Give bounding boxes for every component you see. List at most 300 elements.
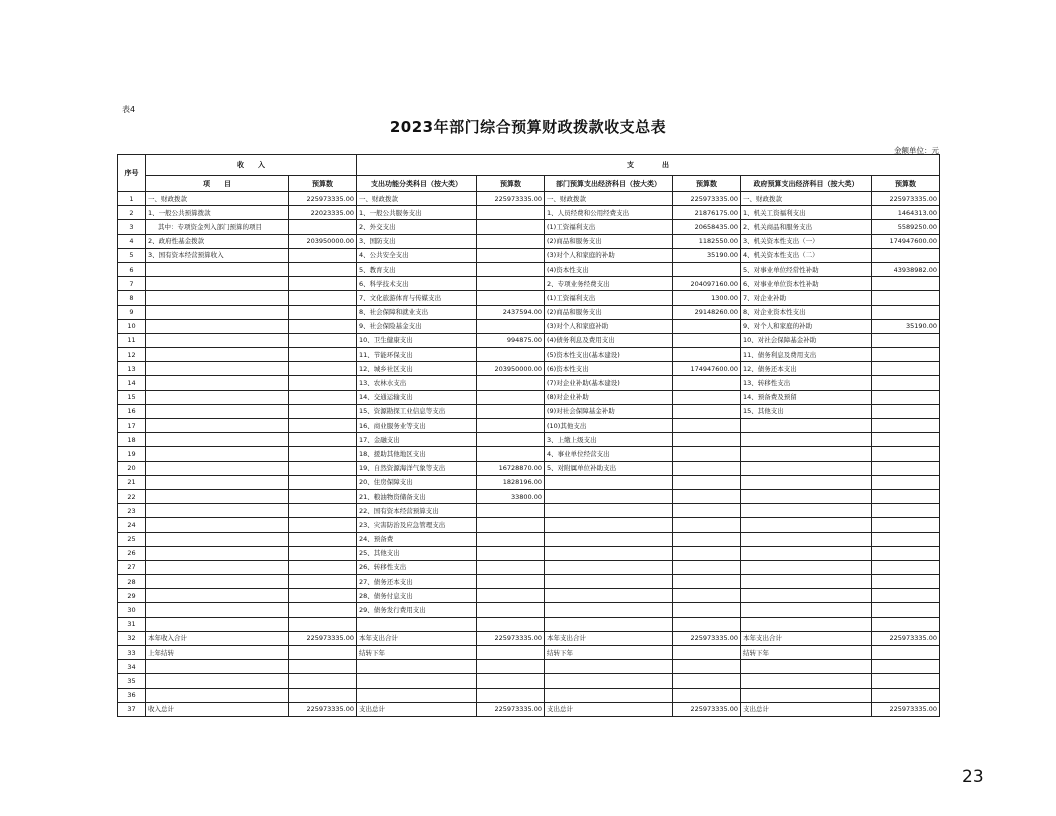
cell-income-amount: [289, 617, 357, 631]
cell-gov-econ-amount: [872, 589, 940, 603]
cell-gov-econ-amount: [872, 305, 940, 319]
table-row: [118, 660, 940, 674]
cell-gov-econ-item: [741, 617, 872, 631]
cell-functional-amount: [477, 617, 545, 631]
cell-dept-econ-item: [545, 575, 673, 589]
cell-gov-econ-item: 3、机关资本性支出（一）: [741, 234, 872, 248]
cell-income-item: [146, 532, 289, 546]
cell-gov-econ-amount: 5589250.00: [872, 220, 940, 234]
cell-income-item: [146, 560, 289, 574]
cell-functional-amount: [477, 419, 545, 433]
table-row: [118, 688, 940, 702]
cell-dept-econ-amount: [673, 348, 741, 362]
cell-functional-item: [357, 660, 477, 674]
cell-gov-econ-item: 5、对事业单位经常性补助: [741, 262, 872, 276]
cell-functional-item: 18、援助其他地区支出: [357, 447, 477, 461]
cell-dept-econ-amount: 225973335.00: [673, 702, 741, 716]
cell-functional-item: 7、文化旅游体育与传媒支出: [357, 291, 477, 305]
cell-functional-item: 29、债务发行费用支出: [357, 603, 477, 617]
cell-functional-item: 10、卫生健康支出: [357, 333, 477, 347]
cell-gov-econ-amount: [872, 461, 940, 475]
cell-seq: 4: [118, 234, 146, 248]
cell-income-amount: [289, 248, 357, 262]
budget-table: [117, 154, 940, 717]
table-row: [118, 518, 940, 532]
cell-seq: 16: [118, 404, 146, 418]
cell-seq: 28: [118, 575, 146, 589]
cell-income-item: [146, 362, 289, 376]
cell-functional-amount: [477, 660, 545, 674]
cell-dept-econ-amount: [673, 674, 741, 688]
cell-gov-econ-item: [741, 603, 872, 617]
cell-gov-econ-amount: [872, 376, 940, 390]
cell-functional-item: 21、粮油物资储备支出: [357, 489, 477, 503]
cell-seq: 14: [118, 376, 146, 390]
cell-income-amount: [289, 504, 357, 518]
cell-functional-item: 13、农林水支出: [357, 376, 477, 390]
table-row: [118, 220, 940, 234]
col-gov-econ-header: 政府预算支出经济科目（按大类）: [741, 176, 872, 192]
cell-functional-item: [357, 688, 477, 702]
cell-functional-amount: [477, 291, 545, 305]
cell-income-amount: [289, 518, 357, 532]
cell-gov-econ-amount: [872, 532, 940, 546]
cell-income-amount: [289, 475, 357, 489]
cell-gov-econ-item: [741, 475, 872, 489]
cell-income-item: [146, 333, 289, 347]
cell-seq: 11: [118, 333, 146, 347]
cell-functional-amount: [477, 376, 545, 390]
table-row: [118, 277, 940, 291]
table-row: [118, 504, 940, 518]
cell-gov-econ-item: [741, 575, 872, 589]
cell-dept-econ-item: [545, 589, 673, 603]
cell-gov-econ-amount: 43938982.00: [872, 262, 940, 276]
cell-seq: 18: [118, 433, 146, 447]
cell-gov-econ-amount: 35190.00: [872, 319, 940, 333]
cell-dept-econ-amount: [673, 660, 741, 674]
cell-income-item: 1、一般公共预算拨款: [146, 206, 289, 220]
cell-dept-econ-item: (6)资本性支出: [545, 362, 673, 376]
cell-seq: 21: [118, 475, 146, 489]
cell-seq: 5: [118, 248, 146, 262]
cell-seq: 8: [118, 291, 146, 305]
cell-functional-item: 24、预备费: [357, 532, 477, 546]
cell-dept-econ-item: [545, 475, 673, 489]
cell-gov-econ-amount: [872, 475, 940, 489]
cell-functional-item: 17、金融支出: [357, 433, 477, 447]
cell-income-amount: [289, 348, 357, 362]
cell-dept-econ-item: (2)商品和服务支出: [545, 234, 673, 248]
cell-functional-amount: 225973335.00: [477, 631, 545, 645]
cell-income-item: [146, 433, 289, 447]
cell-gov-econ-item: 支出总计: [741, 702, 872, 716]
cell-gov-econ-amount: [872, 518, 940, 532]
cell-income-amount: [289, 560, 357, 574]
cell-seq: 3: [118, 220, 146, 234]
cell-dept-econ-item: 本年支出合计: [545, 631, 673, 645]
cell-functional-item: 8、社会保障和就业支出: [357, 305, 477, 319]
cell-income-amount: [289, 305, 357, 319]
cell-dept-econ-item: (3)对个人和家庭补助: [545, 319, 673, 333]
cell-dept-econ-amount: 21876175.00: [673, 206, 741, 220]
cell-income-item: [146, 348, 289, 362]
cell-dept-econ-item: [545, 674, 673, 688]
cell-income-item: 一、财政拨款: [146, 192, 289, 206]
cell-income-item: [146, 617, 289, 631]
table-row: [118, 262, 940, 276]
cell-income-item: [146, 660, 289, 674]
cell-gov-econ-amount: [872, 362, 940, 376]
cell-income-item: 其中：专项资金列入部门预算的项目: [146, 220, 289, 234]
expense-group-header: 支 出: [357, 155, 940, 176]
cell-income-amount: [289, 546, 357, 560]
col-budget-header: 预算数: [289, 176, 357, 192]
table-row: [118, 390, 940, 404]
cell-income-item: [146, 674, 289, 688]
cell-functional-item: 20、住房保障支出: [357, 475, 477, 489]
table-row: [118, 206, 940, 220]
cell-income-amount: 225973335.00: [289, 631, 357, 645]
cell-dept-econ-item: 支出总计: [545, 702, 673, 716]
cell-income-amount: [289, 376, 357, 390]
table-row: [118, 333, 940, 347]
cell-income-amount: [289, 688, 357, 702]
cell-dept-econ-item: [545, 688, 673, 702]
table-row: [118, 575, 940, 589]
cell-gov-econ-item: [741, 518, 872, 532]
cell-gov-econ-amount: [872, 433, 940, 447]
cell-gov-econ-item: 6、对事业单位资本性补助: [741, 277, 872, 291]
cell-income-item: [146, 305, 289, 319]
cell-seq: 29: [118, 589, 146, 603]
cell-functional-item: 4、公共安全支出: [357, 248, 477, 262]
cell-functional-amount: [477, 646, 545, 660]
cell-seq: 9: [118, 305, 146, 319]
cell-dept-econ-amount: [673, 575, 741, 589]
table-row: [118, 603, 940, 617]
cell-dept-econ-item: 3、上缴上级支出: [545, 433, 673, 447]
cell-income-amount: [289, 603, 357, 617]
cell-dept-econ-amount: [673, 376, 741, 390]
cell-dept-econ-item: [545, 560, 673, 574]
cell-income-amount: 225973335.00: [289, 702, 357, 716]
cell-functional-amount: [477, 560, 545, 574]
cell-functional-amount: [477, 532, 545, 546]
cell-seq: 20: [118, 461, 146, 475]
col-item-header: 项 目: [146, 176, 289, 192]
cell-gov-econ-item: 2、机关商品和服务支出: [741, 220, 872, 234]
cell-gov-econ-amount: [872, 546, 940, 560]
cell-gov-econ-amount: 1464313.00: [872, 206, 940, 220]
cell-functional-amount: 33800.00: [477, 489, 545, 503]
table-row: [118, 532, 940, 546]
cell-dept-econ-item: (3)对个人和家庭的补助: [545, 248, 673, 262]
cell-income-item: [146, 447, 289, 461]
cell-gov-econ-item: 8、对企业资本性支出: [741, 305, 872, 319]
cell-dept-econ-amount: [673, 617, 741, 631]
cell-functional-amount: [477, 319, 545, 333]
cell-dept-econ-item: (10)其他支出: [545, 419, 673, 433]
cell-seq: 35: [118, 674, 146, 688]
cell-dept-econ-amount: [673, 419, 741, 433]
cell-income-amount: [289, 589, 357, 603]
cell-gov-econ-item: [741, 688, 872, 702]
cell-dept-econ-amount: [673, 688, 741, 702]
cell-dept-econ-amount: [673, 546, 741, 560]
cell-income-amount: [289, 532, 357, 546]
cell-gov-econ-item: [741, 489, 872, 503]
cell-functional-amount: [477, 504, 545, 518]
cell-gov-econ-item: [741, 461, 872, 475]
cell-income-item: [146, 518, 289, 532]
cell-gov-econ-item: 本年支出合计: [741, 631, 872, 645]
cell-dept-econ-amount: [673, 603, 741, 617]
cell-functional-amount: [477, 277, 545, 291]
cell-gov-econ-amount: [872, 504, 940, 518]
cell-gov-econ-amount: [872, 603, 940, 617]
cell-dept-econ-item: 2、专项业务经费支出: [545, 277, 673, 291]
cell-dept-econ-amount: [673, 390, 741, 404]
cell-seq: 27: [118, 560, 146, 574]
col-dept-econ-header: 部门预算支出经济科目（按大类）: [545, 176, 673, 192]
table-row: [118, 362, 940, 376]
table-row: [118, 646, 940, 660]
table-row: [118, 404, 940, 418]
cell-dept-econ-item: 结转下年: [545, 646, 673, 660]
cell-income-item: [146, 475, 289, 489]
cell-income-amount: [289, 319, 357, 333]
table-row: [118, 674, 940, 688]
cell-functional-amount: 16728870.00: [477, 461, 545, 475]
cell-functional-amount: [477, 575, 545, 589]
table-row: [118, 192, 940, 206]
cell-functional-amount: 225973335.00: [477, 192, 545, 206]
cell-seq: 23: [118, 504, 146, 518]
cell-dept-econ-amount: 1300.00: [673, 291, 741, 305]
cell-functional-item: 3、国防支出: [357, 234, 477, 248]
cell-gov-econ-amount: 225973335.00: [872, 631, 940, 645]
cell-dept-econ-item: [545, 518, 673, 532]
cell-income-amount: [289, 333, 357, 347]
cell-functional-item: 28、债务付息支出: [357, 589, 477, 603]
cell-income-item: [146, 291, 289, 305]
cell-functional-amount: [477, 262, 545, 276]
cell-gov-econ-item: [741, 674, 872, 688]
cell-functional-item: 6、科学技术支出: [357, 277, 477, 291]
cell-income-amount: [289, 447, 357, 461]
cell-dept-econ-amount: [673, 646, 741, 660]
cell-income-amount: [289, 433, 357, 447]
cell-gov-econ-item: 13、转移性支出: [741, 376, 872, 390]
cell-gov-econ-amount: [872, 419, 940, 433]
col-budget-header: 预算数: [477, 176, 545, 192]
cell-functional-item: 16、商业服务业等支出: [357, 419, 477, 433]
cell-income-item: [146, 489, 289, 503]
cell-income-amount: [289, 674, 357, 688]
cell-dept-econ-amount: [673, 560, 741, 574]
col-functional-header: 支出功能分类科目（按大类）: [357, 176, 477, 192]
cell-gov-econ-amount: [872, 646, 940, 660]
cell-gov-econ-amount: [872, 390, 940, 404]
cell-functional-item: 9、社会保险基金支出: [357, 319, 477, 333]
cell-income-item: [146, 319, 289, 333]
cell-income-item: [146, 277, 289, 291]
cell-gov-econ-amount: [872, 489, 940, 503]
cell-seq: 37: [118, 702, 146, 716]
cell-dept-econ-amount: 29148260.00: [673, 305, 741, 319]
cell-functional-item: 1、一般公共服务支出: [357, 206, 477, 220]
cell-income-item: 收入总计: [146, 702, 289, 716]
cell-gov-econ-item: [741, 532, 872, 546]
table-row: [118, 617, 940, 631]
cell-seq: 34: [118, 660, 146, 674]
cell-gov-econ-item: [741, 504, 872, 518]
cell-functional-amount: 2437594.00: [477, 305, 545, 319]
table-row: [118, 419, 940, 433]
cell-functional-item: 27、债务还本支出: [357, 575, 477, 589]
cell-gov-econ-item: 11、债务利息及费用支出: [741, 348, 872, 362]
table-number: 表4: [122, 105, 136, 114]
cell-gov-econ-amount: [872, 248, 940, 262]
cell-dept-econ-amount: [673, 404, 741, 418]
cell-dept-econ-item: 4、事业单位经营支出: [545, 447, 673, 461]
cell-gov-econ-item: [741, 447, 872, 461]
cell-gov-econ-item: [741, 433, 872, 447]
cell-functional-amount: [477, 404, 545, 418]
cell-dept-econ-item: 1、人员经费和公用经费支出: [545, 206, 673, 220]
cell-gov-econ-item: [741, 560, 872, 574]
cell-dept-econ-item: (1)工资福利支出: [545, 220, 673, 234]
currency-unit-note: 金额单位：元: [894, 146, 939, 155]
cell-gov-econ-item: [741, 546, 872, 560]
cell-functional-item: 12、城乡社区支出: [357, 362, 477, 376]
cell-gov-econ-item: 7、对企业补助: [741, 291, 872, 305]
cell-gov-econ-amount: [872, 674, 940, 688]
cell-income-item: [146, 461, 289, 475]
cell-dept-econ-amount: [673, 319, 741, 333]
cell-functional-amount: 203950000.00: [477, 362, 545, 376]
cell-functional-item: 5、教育支出: [357, 262, 477, 276]
cell-gov-econ-amount: [872, 575, 940, 589]
col-seq-header: 序号: [118, 155, 146, 192]
cell-gov-econ-item: 14、预备费及预留: [741, 390, 872, 404]
cell-functional-item: 19、自然资源海洋气象等支出: [357, 461, 477, 475]
cell-dept-econ-amount: [673, 504, 741, 518]
cell-seq: 30: [118, 603, 146, 617]
table-row: [118, 248, 940, 262]
cell-functional-item: [357, 674, 477, 688]
table-row: [118, 234, 940, 248]
cell-income-amount: [289, 461, 357, 475]
cell-seq: 10: [118, 319, 146, 333]
page-title: 2023年部门综合预算财政拨款收支总表: [389, 118, 667, 136]
cell-income-item: [146, 589, 289, 603]
cell-income-amount: [289, 489, 357, 503]
cell-seq: 15: [118, 390, 146, 404]
cell-functional-item: 2、外交支出: [357, 220, 477, 234]
cell-functional-amount: [477, 390, 545, 404]
cell-functional-item: 15、资源勘探工业信息等支出: [357, 404, 477, 418]
cell-income-item: 2、政府性基金拨款: [146, 234, 289, 248]
cell-gov-econ-amount: [872, 277, 940, 291]
table-body: [118, 192, 940, 717]
cell-dept-econ-item: [545, 603, 673, 617]
cell-functional-item: 23、灾害防治及应急管理支出: [357, 518, 477, 532]
cell-dept-econ-amount: [673, 461, 741, 475]
cell-gov-econ-item: 结转下年: [741, 646, 872, 660]
col-budget-header: 预算数: [673, 176, 741, 192]
cell-seq: 22: [118, 489, 146, 503]
cell-income-item: [146, 546, 289, 560]
cell-seq: 32: [118, 631, 146, 645]
cell-gov-econ-item: 9、对个人和家庭的补助: [741, 319, 872, 333]
cell-dept-econ-amount: [673, 433, 741, 447]
cell-functional-amount: [477, 348, 545, 362]
cell-functional-amount: [477, 688, 545, 702]
cell-income-item: [146, 404, 289, 418]
cell-income-amount: 203950000.00: [289, 234, 357, 248]
cell-income-amount: [289, 646, 357, 660]
cell-income-amount: [289, 362, 357, 376]
cell-dept-econ-amount: [673, 532, 741, 546]
cell-gov-econ-item: [741, 589, 872, 603]
cell-gov-econ-item: 4、机关资本性支出（二）: [741, 248, 872, 262]
cell-income-item: [146, 419, 289, 433]
cell-gov-econ-item: 10、对社会保障基金补助: [741, 333, 872, 347]
cell-dept-econ-amount: 204097160.00: [673, 277, 741, 291]
cell-functional-item: 本年支出合计: [357, 631, 477, 645]
table-row: [118, 560, 940, 574]
cell-functional-amount: [477, 234, 545, 248]
cell-functional-item: [357, 617, 477, 631]
cell-income-item: [146, 575, 289, 589]
cell-seq: 2: [118, 206, 146, 220]
cell-income-item: 上年结转: [146, 646, 289, 660]
cell-functional-amount: [477, 546, 545, 560]
cell-seq: 7: [118, 277, 146, 291]
cell-gov-econ-item: 1、机关工资福利支出: [741, 206, 872, 220]
cell-income-amount: [289, 277, 357, 291]
cell-functional-item: 25、其他支出: [357, 546, 477, 560]
cell-income-amount: [289, 660, 357, 674]
cell-functional-amount: [477, 433, 545, 447]
table-row: [118, 489, 940, 503]
cell-income-amount: 22023335.00: [289, 206, 357, 220]
cell-functional-item: 11、节能环保支出: [357, 348, 477, 362]
col-budget-header: 预算数: [872, 176, 940, 192]
cell-dept-econ-item: (9)对社会保障基金补助: [545, 404, 673, 418]
cell-functional-amount: [477, 674, 545, 688]
cell-seq: 31: [118, 617, 146, 631]
cell-gov-econ-amount: [872, 348, 940, 362]
cell-gov-econ-amount: [872, 291, 940, 305]
cell-functional-amount: [477, 248, 545, 262]
cell-seq: 13: [118, 362, 146, 376]
table-row: [118, 376, 940, 390]
table-row: [118, 461, 940, 475]
cell-dept-econ-item: [545, 546, 673, 560]
cell-dept-econ-item: (4)资本性支出: [545, 262, 673, 276]
cell-functional-item: 14、交通运输支出: [357, 390, 477, 404]
cell-income-amount: 225973335.00: [289, 192, 357, 206]
table-row: [118, 475, 940, 489]
cell-functional-amount: 1828196.00: [477, 475, 545, 489]
cell-gov-econ-item: 12、债务还本支出: [741, 362, 872, 376]
cell-functional-item: 26、转移性支出: [357, 560, 477, 574]
cell-functional-item: 22、国有资本经营预算支出: [357, 504, 477, 518]
cell-gov-econ-item: 15、其他支出: [741, 404, 872, 418]
